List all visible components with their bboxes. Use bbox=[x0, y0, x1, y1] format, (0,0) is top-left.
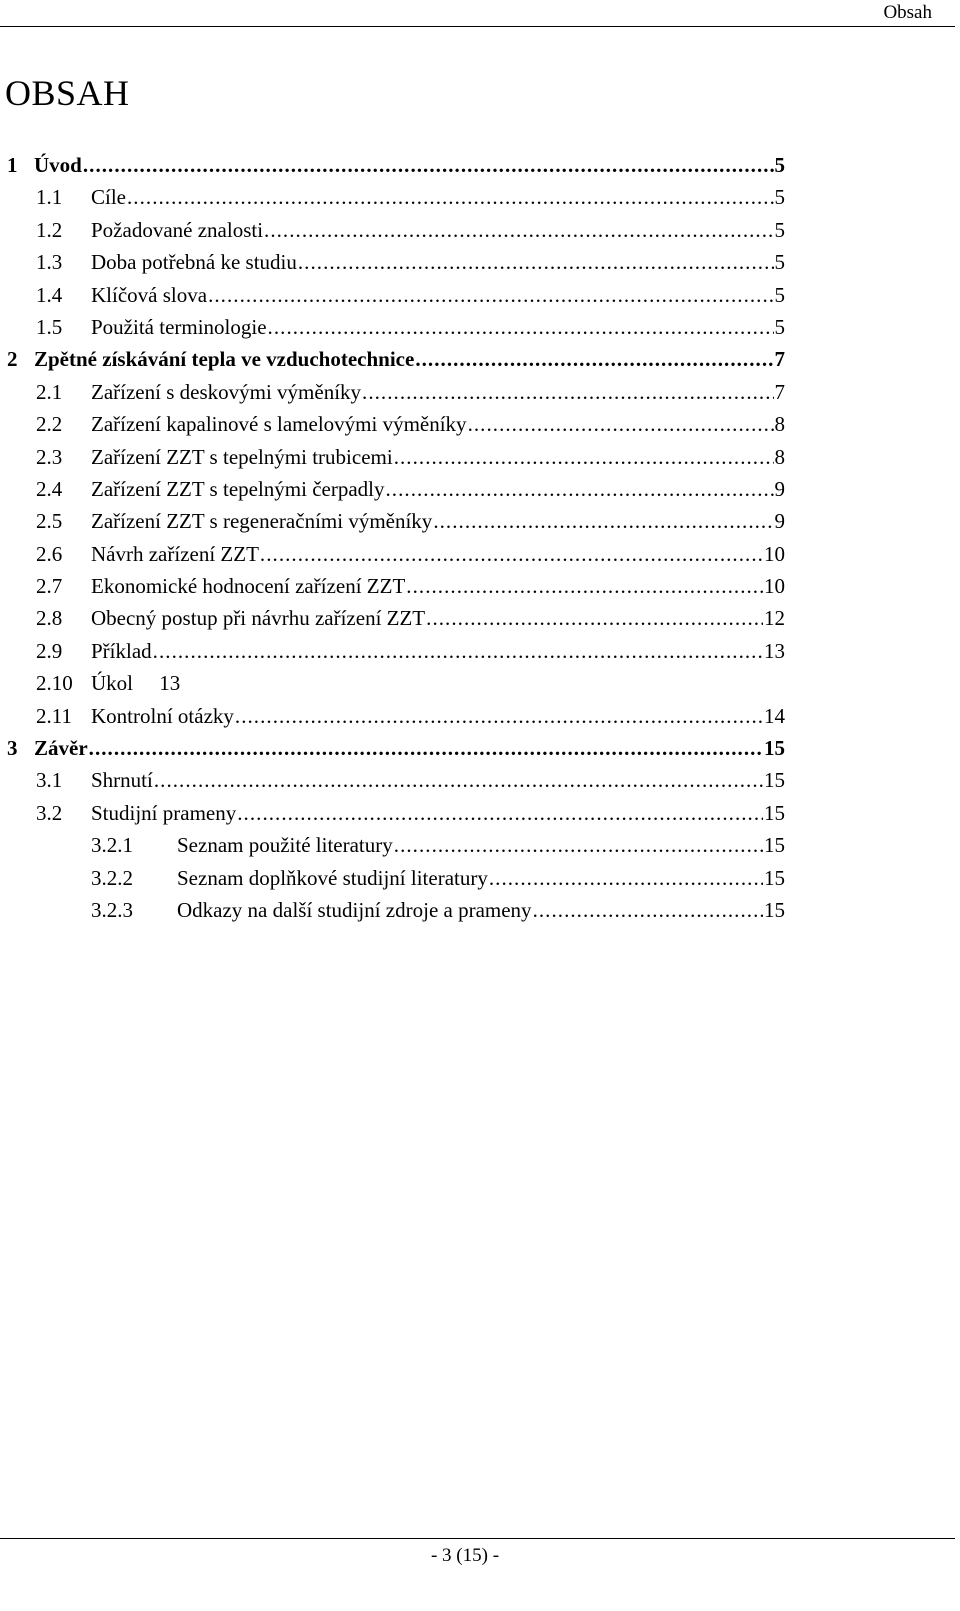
footer-rule bbox=[0, 1538, 955, 1539]
toc-dot-leader bbox=[235, 701, 763, 731]
toc-entry-line bbox=[91, 798, 785, 828]
toc-entry-title: Zařízení kapalinové s lamelovými výměníky bbox=[91, 409, 467, 439]
toc-entry[interactable] bbox=[0, 603, 805, 635]
toc-entry-title: Závěr bbox=[34, 733, 88, 763]
toc-entry-line bbox=[91, 701, 785, 731]
toc-entry-line bbox=[91, 442, 785, 472]
toc-entry-line bbox=[91, 377, 785, 407]
toc-entry-page: 5 bbox=[774, 250, 785, 275]
toc-entry-page: 12 bbox=[764, 606, 785, 631]
toc-entry[interactable] bbox=[0, 668, 805, 700]
toc-entry-number: 1.5 bbox=[36, 314, 63, 339]
toc-entry-number: 1.3 bbox=[36, 250, 63, 275]
toc-dot-leader bbox=[415, 344, 773, 374]
page-title: OBSAH bbox=[5, 73, 130, 113]
toc-entry[interactable] bbox=[0, 344, 805, 376]
toc-entry-title: Obecný postup při návrhu zařízení ZZT bbox=[91, 603, 425, 633]
toc-entry-line bbox=[91, 539, 785, 569]
toc-entry[interactable] bbox=[0, 474, 805, 506]
toc-entry-number: 1.4 bbox=[36, 282, 63, 307]
toc-dot-leader bbox=[237, 798, 763, 828]
toc-entry-line bbox=[177, 830, 785, 860]
toc-entry-page: 7 bbox=[774, 379, 785, 404]
toc-entry[interactable] bbox=[0, 733, 805, 765]
toc-entry-number: 3.2.2 bbox=[91, 865, 133, 890]
toc-entry-number: 3 bbox=[7, 736, 18, 761]
toc-entry-line bbox=[91, 506, 785, 536]
toc-entry[interactable] bbox=[0, 312, 805, 344]
toc-entry-line bbox=[177, 895, 785, 925]
toc-entry-number: 2 bbox=[7, 347, 18, 372]
toc-entry-page: 15 bbox=[764, 865, 785, 890]
toc-entry[interactable] bbox=[0, 409, 805, 441]
toc-entry-page: 15 bbox=[764, 897, 785, 922]
toc-entry-page: 15 bbox=[764, 833, 785, 858]
toc-entry-page: 8 bbox=[774, 444, 785, 469]
toc-entry-number: 2.5 bbox=[36, 509, 63, 534]
toc-entry-line bbox=[91, 603, 785, 633]
toc-entry-title: Použitá terminologie bbox=[91, 312, 267, 342]
toc-entry-title: Odkazy na další studijní zdroje a prameny bbox=[177, 895, 532, 925]
toc-entry-line bbox=[91, 312, 785, 342]
toc-entry-line bbox=[91, 636, 785, 666]
toc-entry[interactable] bbox=[0, 701, 805, 733]
toc-entry-title: Shrnutí bbox=[91, 765, 153, 795]
toc-entry-title: Příklad bbox=[91, 636, 152, 666]
toc-dot-leader bbox=[433, 506, 773, 536]
page-number: - 3 (15) - bbox=[430, 1545, 500, 1566]
toc-entry-title: Kontrolní otázky bbox=[91, 701, 234, 731]
toc-entry-number: 2.2 bbox=[36, 412, 63, 437]
toc-entry[interactable] bbox=[0, 442, 805, 474]
toc-entry-number: 1.1 bbox=[36, 185, 63, 210]
toc-entry-title: Úvod bbox=[34, 150, 82, 180]
toc-dot-leader bbox=[268, 312, 774, 342]
toc-dot-leader bbox=[298, 247, 774, 277]
toc-entry-number: 3.1 bbox=[36, 768, 63, 793]
toc-entry-page: 5 bbox=[774, 217, 785, 242]
toc-entry-number: 2.6 bbox=[36, 541, 63, 566]
toc-dot-leader bbox=[83, 150, 774, 180]
toc-dot-leader bbox=[489, 863, 763, 893]
toc-entry-title: Zpětné získávání tepla ve vzduchotechnice bbox=[34, 344, 414, 374]
toc-entry-number: 2.7 bbox=[36, 574, 63, 599]
toc-entry-number: 2.9 bbox=[36, 638, 63, 663]
toc-entry[interactable] bbox=[0, 863, 805, 895]
toc-entry-page: 9 bbox=[774, 509, 785, 534]
toc-entry-number: 1 bbox=[7, 153, 18, 177]
toc-entry-title: Seznam použité literatury bbox=[177, 830, 393, 860]
toc-entry-page: 5 bbox=[774, 314, 785, 339]
toc-entry-title: Ekonomické hodnocení zařízení ZZT bbox=[91, 571, 405, 601]
toc-entry-title: Zařízení s deskovými výměníky bbox=[91, 377, 361, 407]
toc-dot-leader bbox=[264, 215, 773, 245]
toc-entry-title: Požadované znalosti bbox=[91, 215, 263, 245]
toc-entry-number: 2.11 bbox=[36, 703, 72, 728]
toc-entry-line bbox=[34, 733, 785, 763]
toc-entry-page: 5 bbox=[774, 185, 785, 210]
toc-entry-title: Úkol 13 bbox=[91, 668, 180, 698]
toc-entry[interactable] bbox=[0, 182, 805, 214]
toc-entry-page: 13 bbox=[764, 638, 785, 663]
toc-dot-leader bbox=[394, 830, 763, 860]
toc-entry[interactable] bbox=[0, 636, 805, 668]
toc-entry-page: 10 bbox=[764, 541, 785, 566]
toc-entry-page: 15 bbox=[764, 768, 785, 793]
toc-entry-page: 15 bbox=[764, 800, 785, 825]
toc-entry-title: Studijní prameny bbox=[91, 798, 236, 828]
toc-entry-number: 2.3 bbox=[36, 444, 63, 469]
toc-entry[interactable] bbox=[0, 150, 805, 182]
toc-entry-number: 2.10 bbox=[36, 671, 73, 696]
toc-dot-leader bbox=[394, 442, 774, 472]
toc-entry-title: Seznam doplňkové studijní literatury bbox=[177, 863, 488, 893]
toc-entry-title: Klíčová slova bbox=[91, 280, 207, 310]
toc-entry[interactable] bbox=[0, 798, 805, 830]
header-rule bbox=[0, 26, 955, 27]
toc-dot-leader bbox=[260, 539, 763, 569]
toc-entry[interactable] bbox=[0, 247, 805, 279]
toc-entry[interactable] bbox=[0, 215, 805, 247]
toc-entry-page: 15 bbox=[764, 736, 785, 761]
toc-entry-line bbox=[91, 474, 785, 504]
toc-entry-line bbox=[91, 247, 785, 277]
toc-entry[interactable] bbox=[0, 377, 805, 409]
toc-dot-leader bbox=[89, 733, 763, 763]
toc-entry-title: Zařízení ZZT s tepelnými trubicemi bbox=[91, 442, 393, 472]
toc-entry-page: 14 bbox=[764, 703, 785, 728]
toc-entry-title: Zařízení ZZT s regeneračními výměníky bbox=[91, 506, 432, 536]
toc-entry-line bbox=[34, 150, 785, 180]
toc-entry-line bbox=[91, 215, 785, 245]
toc-entry[interactable] bbox=[0, 895, 805, 927]
toc-entry-title: Doba potřebná ke studiu bbox=[91, 247, 297, 277]
toc-dot-leader bbox=[127, 182, 774, 212]
toc-entry[interactable] bbox=[0, 571, 805, 603]
toc-dot-leader bbox=[468, 409, 774, 439]
toc-dot-leader bbox=[362, 377, 773, 407]
toc-entry-line bbox=[91, 280, 785, 310]
toc-entry-page: 5 bbox=[774, 153, 785, 177]
toc-entry[interactable] bbox=[0, 765, 805, 797]
toc-dot-leader bbox=[406, 571, 763, 601]
toc-entry-line bbox=[91, 668, 180, 698]
toc-dot-leader bbox=[533, 895, 763, 925]
toc-entry-number: 3.2 bbox=[36, 800, 63, 825]
table-of-contents bbox=[0, 150, 960, 927]
toc-entry[interactable] bbox=[0, 280, 805, 312]
toc-entry[interactable] bbox=[0, 539, 805, 571]
toc-entry-number: 3.2.3 bbox=[91, 897, 133, 922]
toc-entry-title: Zařízení ZZT s tepelnými čerpadly bbox=[91, 474, 385, 504]
toc-entry-line bbox=[91, 182, 785, 212]
toc-entry-title: Návrh zařízení ZZT bbox=[91, 539, 259, 569]
toc-entry-number: 3.2.1 bbox=[91, 833, 133, 858]
toc-entry-number: 2.8 bbox=[36, 606, 63, 631]
toc-entry-page: 5 bbox=[774, 282, 785, 307]
toc-entry-page: 10 bbox=[764, 574, 785, 599]
toc-entry-line bbox=[177, 863, 785, 893]
running-header: Obsah bbox=[883, 2, 932, 23]
toc-dot-leader bbox=[154, 765, 763, 795]
toc-entry-line bbox=[91, 571, 785, 601]
toc-entry-page: 8 bbox=[774, 412, 785, 437]
toc-entry-line bbox=[91, 409, 785, 439]
toc-entry-page: 7 bbox=[774, 347, 785, 372]
toc-entry-number: 2.1 bbox=[36, 379, 63, 404]
toc-entry-title: Cíle bbox=[91, 182, 126, 212]
toc-entry-line bbox=[91, 765, 785, 795]
toc-entry-number: 2.4 bbox=[36, 476, 63, 501]
toc-entry[interactable] bbox=[0, 506, 805, 538]
toc-dot-leader bbox=[426, 603, 763, 633]
toc-entry-page: 9 bbox=[774, 476, 785, 501]
toc-dot-leader bbox=[153, 636, 763, 666]
toc-entry-number: 1.2 bbox=[36, 217, 63, 242]
toc-entry[interactable] bbox=[0, 830, 805, 862]
toc-entry-line bbox=[34, 344, 785, 374]
toc-dot-leader bbox=[386, 474, 774, 504]
toc-dot-leader bbox=[208, 280, 773, 310]
